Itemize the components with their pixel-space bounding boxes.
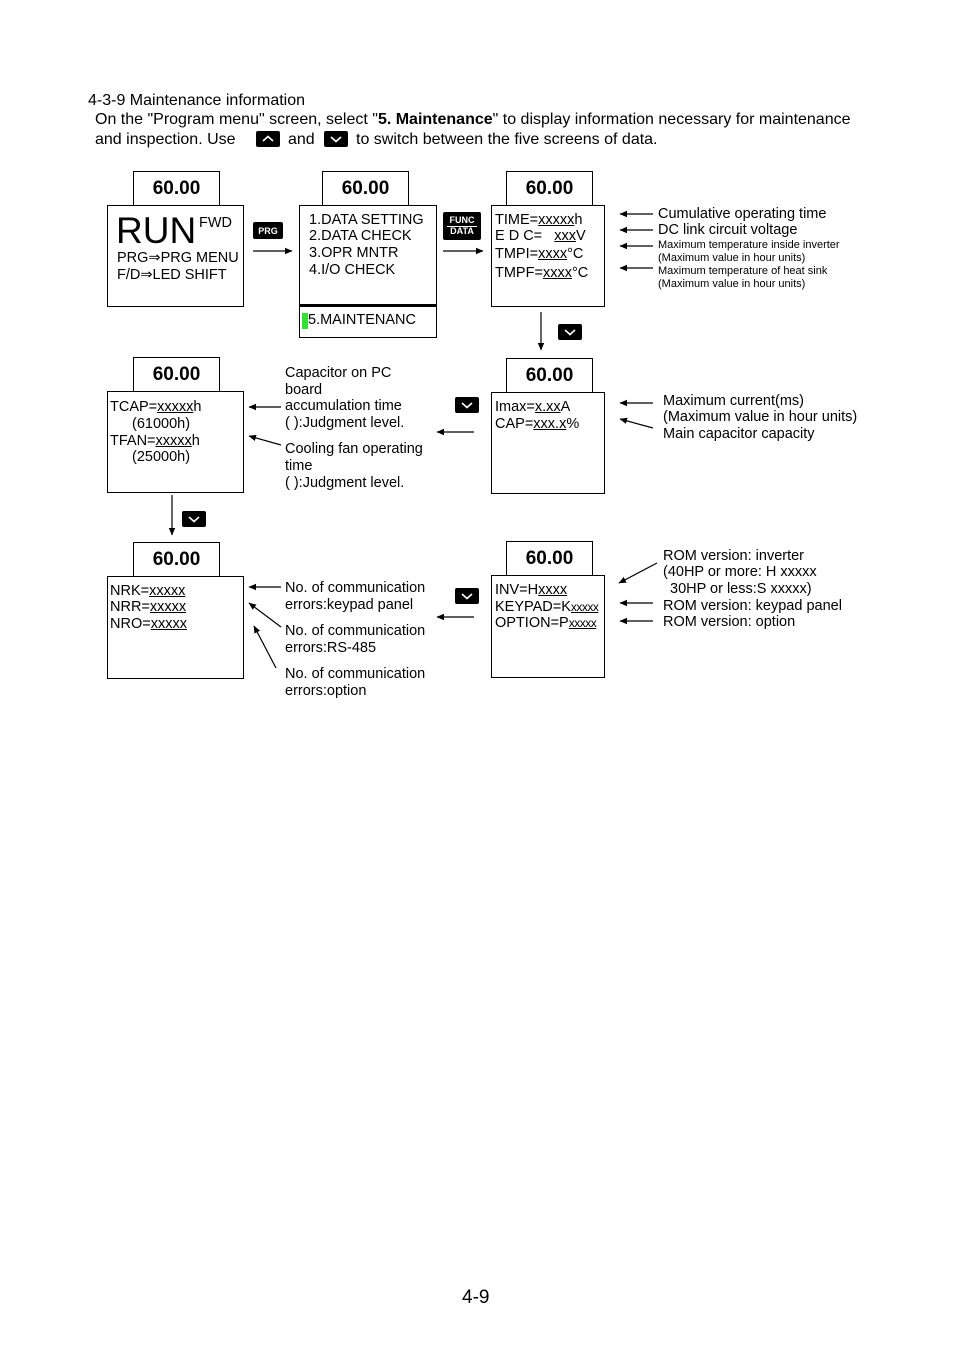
intro-line-2: and inspection. Use — [95, 131, 236, 148]
menu-item: 3.OPR MNTR — [309, 245, 399, 261]
lcd-maintenance-screen-5 — [107, 576, 244, 679]
note-comm-keypad: No. of communication — [285, 580, 426, 596]
keypad-row: KEYPAD=Kxxxxx — [495, 599, 599, 615]
note-capacitor: Main capacitor capacity — [663, 426, 815, 442]
run-label: RUN — [116, 210, 197, 251]
intro-and: and — [288, 131, 315, 148]
note-operating-time: Cumulative operating time — [658, 206, 827, 222]
note-max-current: Maximum current(ms) — [663, 393, 804, 409]
edc-row: E D C= xxxV — [495, 228, 586, 244]
fwd-label: FWD — [199, 215, 233, 231]
lcd-maintenance-screen-2 — [491, 392, 605, 494]
imax-row: Imax=x.xxA — [495, 399, 571, 415]
note-capacitor-pc: ( ):Judgment level. — [285, 415, 405, 431]
note-capacitor-pc: board — [285, 382, 323, 398]
note-temp-heatsink: Maximum temperature of heat sink — [658, 265, 828, 277]
note-rom-option: ROM version: option — [663, 614, 796, 630]
down-key-icon — [182, 511, 206, 527]
nrk-row: NRK=xxxxx — [110, 583, 186, 599]
note-rom-inverter-sub: 30HP or less:S xxxxx) — [670, 581, 812, 597]
tmpi-row: TMPI=xxxx°C — [495, 246, 584, 262]
led-display: 60.00 — [133, 171, 220, 206]
led-display: 60.00 — [133, 357, 220, 392]
option-row: OPTION=Pxxxxx — [495, 615, 597, 631]
note-cooling-fan: Cooling fan operating — [285, 441, 423, 457]
menu-item: 4.I/O CHECK — [309, 262, 396, 278]
down-key-icon — [455, 397, 479, 413]
note-rom-keypad: ROM version: keypad panel — [663, 598, 842, 614]
note-comm-rs485: errors:RS-485 — [285, 640, 377, 656]
tcap-level: (61000h) — [132, 416, 191, 432]
down-key-icon — [455, 588, 479, 604]
note-comm-option: errors:option — [285, 683, 367, 699]
note-max-current-sub: (Maximum value in hour units) — [663, 409, 858, 425]
tcap-row: TCAP=xxxxxh — [110, 399, 202, 415]
intro-line-1: On the "Program menu" screen, select "5. Maintenance" to display information necessary for maintenance — [95, 111, 851, 128]
section-title: 4-3-9 Maintenance information — [88, 92, 306, 109]
inv-row: INV=Hxxxx — [495, 582, 568, 598]
note-capacitor-pc: Capacitor on PC — [285, 365, 392, 381]
time-row: TIME=xxxxxh — [495, 212, 583, 228]
menu-divider — [300, 304, 436, 307]
func-data-key-icon: FUNC DATA — [443, 212, 481, 240]
note-rom-inverter-sub: (40HP or more: H xxxxx — [663, 564, 817, 580]
menu-item: 2.DATA CHECK — [309, 228, 412, 244]
lcd-run-screen — [107, 205, 244, 307]
lcd-maintenance-screen-1 — [491, 205, 605, 307]
tfan-row: TFAN=xxxxxh — [110, 433, 200, 449]
note-comm-rs485: No. of communication — [285, 623, 426, 639]
note-cooling-fan: ( ):Judgment level. — [285, 475, 405, 491]
lcd-maintenance-screen-3 — [107, 391, 244, 493]
menu-item-selected: 5.MAINTENANC — [308, 312, 416, 328]
note-dc-link: DC link circuit voltage — [658, 222, 798, 238]
note-capacitor-pc: accumulation time — [285, 398, 402, 414]
note-rom-inverter: ROM version: inverter — [663, 548, 805, 564]
led-shift-hint: F/D⇒LED SHIFT — [117, 267, 227, 283]
nro-row: NRO=xxxxx — [110, 616, 187, 632]
tfan-level: (25000h) — [132, 449, 191, 465]
led-display: 60.00 — [506, 171, 593, 206]
led-display: 60.00 — [322, 171, 409, 206]
down-key-icon — [558, 324, 582, 340]
cap-row: CAP=xxx.x% — [495, 416, 580, 432]
prg-key-icon: PRG — [253, 222, 283, 239]
note-comm-keypad: errors:keypad panel — [285, 597, 414, 613]
led-display: 60.00 — [506, 358, 593, 393]
note-temp-heatsink-sub: (Maximum value in hour units) — [658, 278, 806, 290]
note-cooling-fan: time — [285, 458, 313, 474]
led-display: 60.00 — [133, 542, 220, 577]
note-comm-option: No. of communication — [285, 666, 426, 682]
lcd-program-menu — [299, 205, 437, 338]
intro-line-2-end: to switch between the five screens of data. — [356, 131, 658, 148]
page-number: 4-9 — [462, 1287, 490, 1308]
note-temp-inverter-sub: (Maximum value in hour units) — [658, 252, 806, 264]
led-display: 60.00 — [506, 541, 593, 576]
prg-menu-hint: PRG⇒PRG MENU — [117, 250, 239, 266]
nrr-row: NRR=xxxxx — [110, 599, 187, 615]
menu-item: 1.DATA SETTING — [309, 212, 424, 228]
note-temp-inverter: Maximum temperature inside inverter — [658, 239, 840, 251]
tmpf-row: TMPF=xxxx°C — [495, 265, 589, 281]
lcd-maintenance-screen-4 — [491, 575, 605, 678]
